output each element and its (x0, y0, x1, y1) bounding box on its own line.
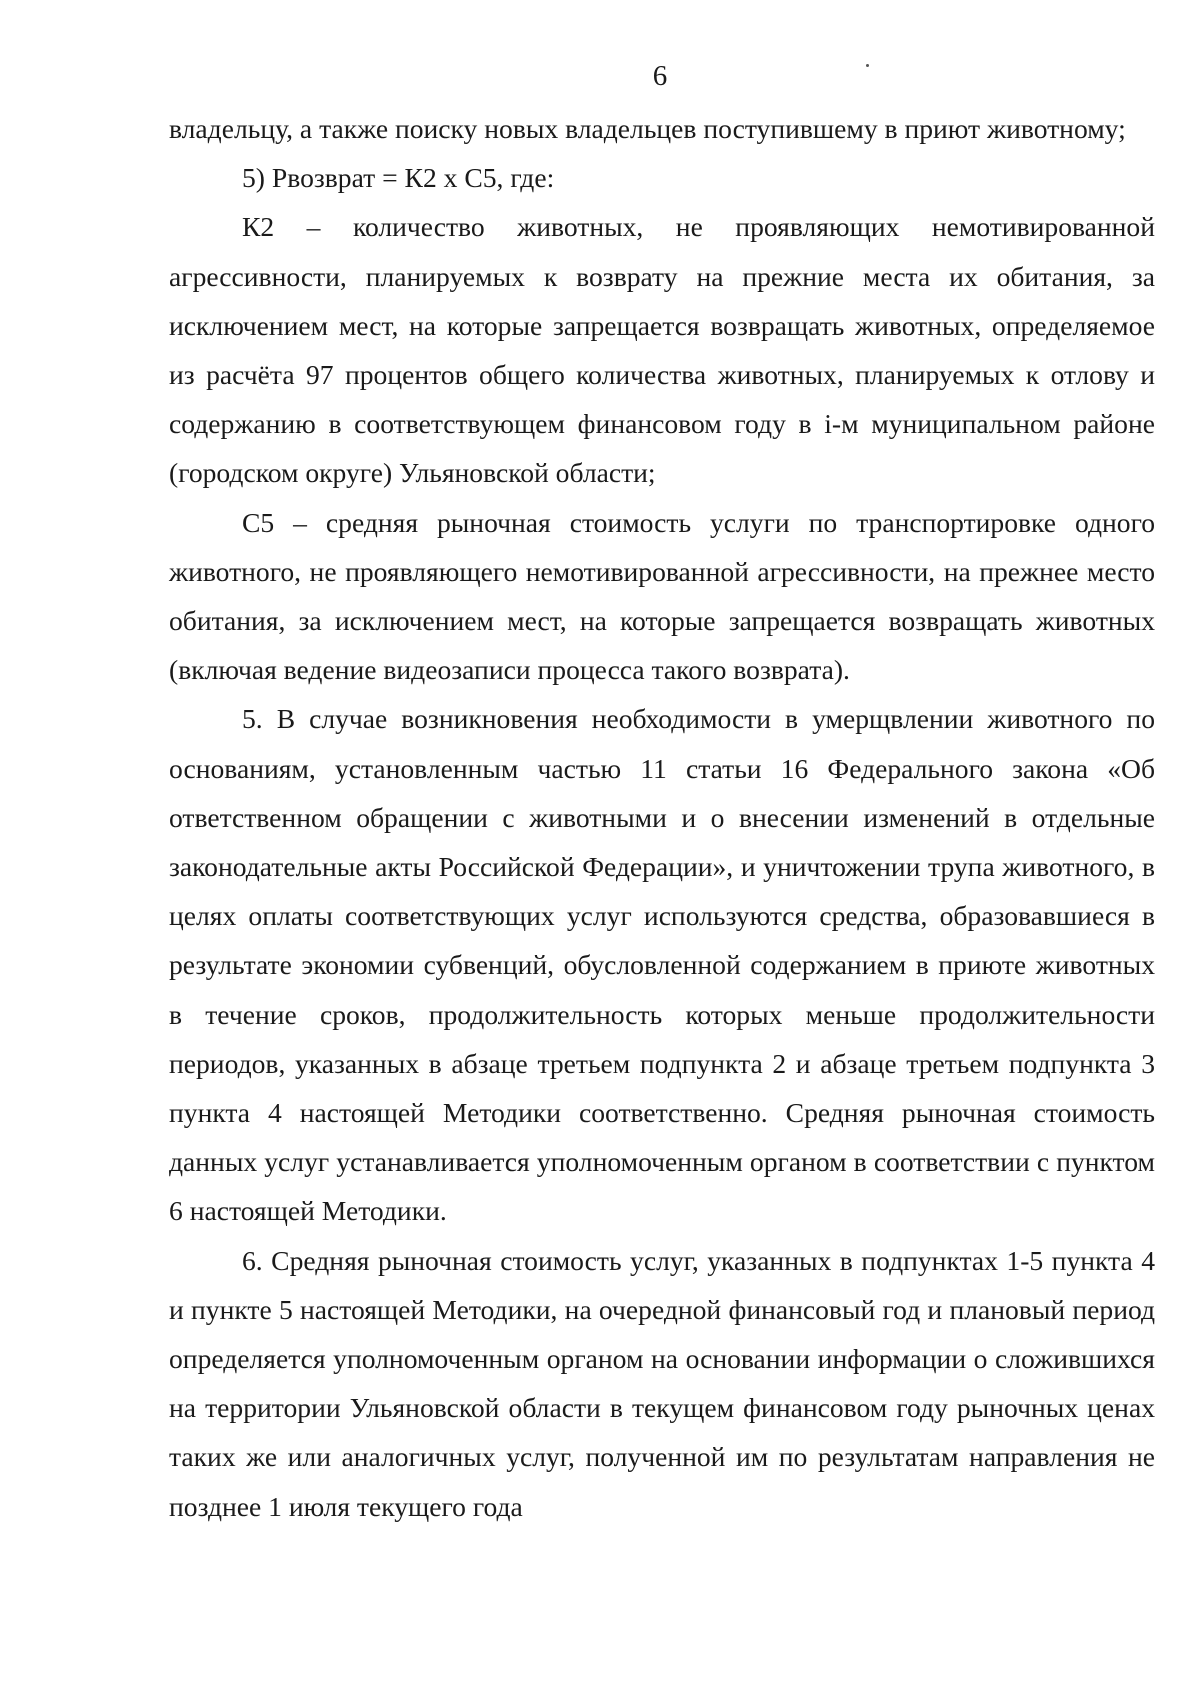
paragraph-continuation: владельцу, а также поиску новых владельцев поступившему в приют животному; (169, 113, 1126, 144)
paragraph-c5-definition: С5 – средняя рыночная стоимость услуги по транспортировке одного животного, не проявляющего немотивированной агрессивности, на прежнее место обитания, за исключением мест, на которые запрещается возвращать животных (включая ведение видеозаписи процесса такого возврата). (169, 506, 1155, 686)
document-body (169, 104, 1155, 1531)
page-number: 6 (652, 60, 668, 92)
paragraph-item-6: 6. Средняя рыночная стоимость услуг, указанных в подпунктах 1-5 пункта 4 и пункте 5 настоящей Методики, на очередной финансовый год и плановый период определяется уполномоченным органом на основании информации о сложившихся на территории Ульяновской области в текущем финансовом году рыночных ценах таких же или аналогичных услуг, полученной им по результатам направления не позднее 1 июля текущего года (169, 1244, 1155, 1522)
scan-speck (866, 64, 869, 67)
paragraph-item-5: 5. В случае возникновения необходимости в умерщвлении животного по основаниям, установленным частью 11 статьи 16 Федерального закона «Об ответственном обращении с животными и о внесении изменений в отдельные законодательные акты Российской Федерации», и уничтожении трупа животного, в целях оплаты соответствующих услуг используются средства, образовавшиеся в результате экономии субвенций, обусловленной содержанием в приюте животных в течение сроков, продолжительность которых меньше продолжительности периодов, указанных в абзаце третьем подпункта 2 и абзаце третьем подпункта 3 пункта 4 настоящей Методики соответственно. Средняя рыночная стоимость данных услуг устанавливается уполномоченным органом в соответствии с пунктом 6 настоящей Методики. (169, 703, 1155, 1227)
paragraph-k2-definition: К2 – количество животных, не проявляющих немотивированной агрессивности, планируемых к возврату на прежние места их обитания, за исключением мест, на которые запрещается возвращать животных, определяемое из расчёта 97 процентов общего количества животных, планируемых к отлову и содержанию в соответствующем финансовом году в i-м муниципальном районе (городском округе) Ульяновской области; (169, 211, 1155, 489)
paragraph-formula-return: 5) Рвозврат = К2 х С5, где: (242, 162, 555, 194)
